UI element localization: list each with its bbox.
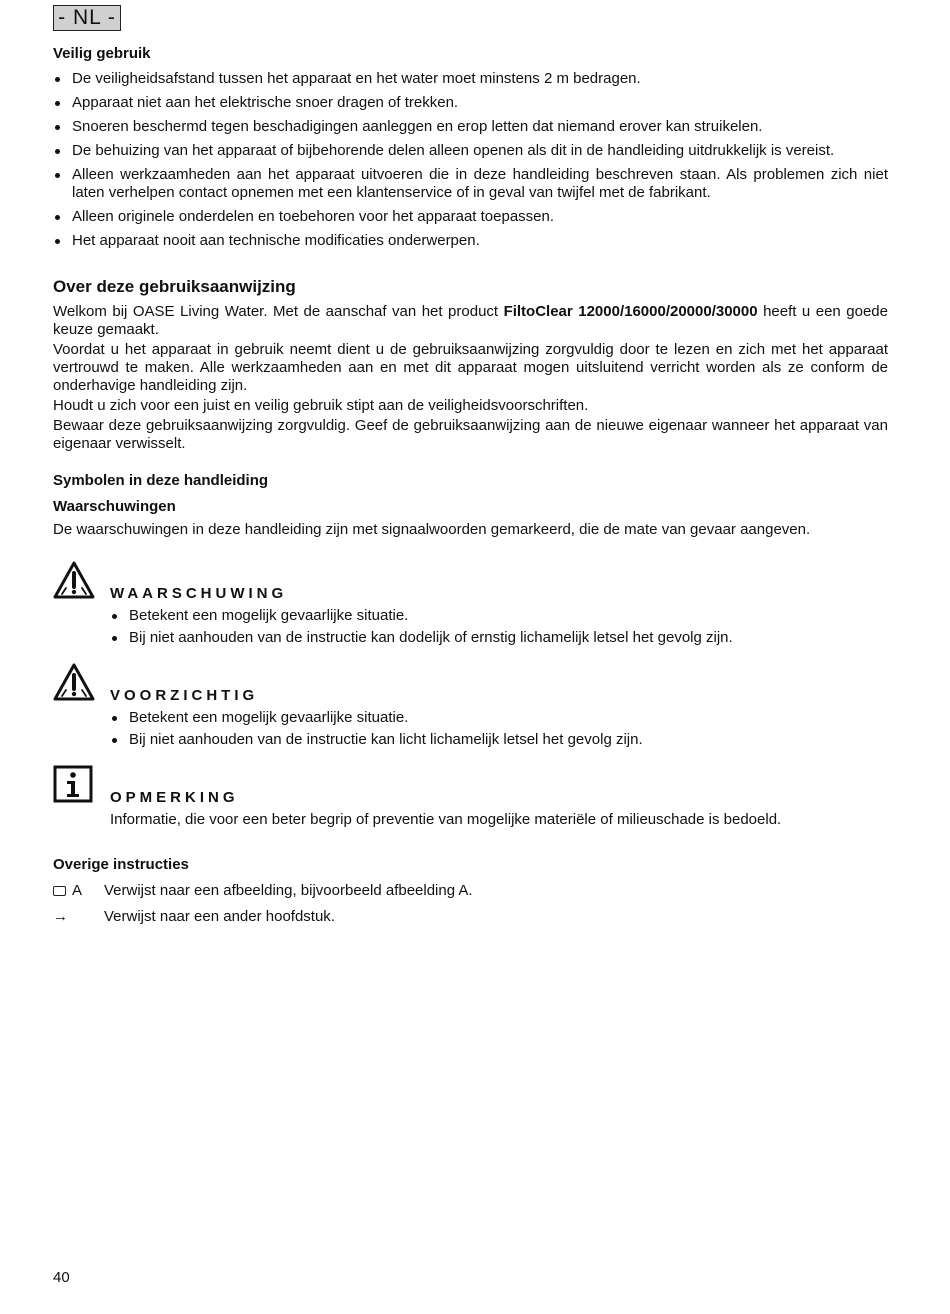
list-item: Bij niet aanhouden van de instructie kan licht lichamelijk letsel het gevolg zijn.	[110, 731, 888, 749]
safety-list	[53, 70, 888, 250]
safety-section	[53, 44, 888, 250]
list-item: Betekent een mogelijk gevaarlijke situatie.	[110, 607, 888, 625]
list-item	[53, 907, 888, 927]
other-list	[53, 881, 888, 927]
list-item: Bij niet aanhouden van de instructie kan dodelijk of ernstig lichamelijk letsel het gevolg zijn.	[110, 629, 888, 647]
other-section	[53, 855, 888, 927]
welcome-paragraph	[53, 303, 888, 339]
other-text: Verwijst naar een ander hoofdstuk.	[104, 908, 335, 925]
about-paragraph: Bewaar deze gebruiksaanwijzing zorgvuldig. Geef de gebruiksaanwijzing aan de nieuwe eigenaar wanneer het apparaat van eigenaar verwisselt.	[53, 417, 888, 452]
figure-letter: A	[72, 882, 83, 899]
list-item	[53, 881, 888, 901]
note-block	[53, 765, 888, 829]
symbols-heading: Symbolen in deze handleiding	[53, 472, 269, 489]
symbols-section	[53, 471, 888, 829]
note-title: OPMERKING	[110, 789, 239, 806]
about-section	[53, 276, 888, 453]
caution-list	[110, 709, 888, 749]
note-text: Informatie, die voor een beter begrip of preventie van mogelijke materiële of milieuschade is bedoeld.	[110, 811, 782, 828]
about-paragraph: Houdt u zich voor een juist en veilig gebruik stipt aan de veiligheidsvoorschriften.	[53, 397, 589, 414]
warning-triangle-icon	[53, 663, 95, 701]
product-name: FiltoClear 12000/16000/20000/30000	[503, 303, 758, 320]
other-heading: Overige instructies	[53, 856, 189, 873]
about-paragraph: Voordat u het apparaat in gebruik neemt dient u de gebruiksaanwijzing zorgvuldig door te lezen en zich met het apparaat vertrouwd te maken. Alle werkzaamheden aan en met dit apparaat mogen uitsluitend verricht worden als ze conform de onderhavige handleiding zijn.	[53, 341, 888, 394]
page-content	[53, 44, 888, 933]
caution-title: VOORZICHTIG	[110, 687, 259, 704]
list-item: Apparaat niet aan het elektrische snoer dragen of trekken.	[53, 94, 888, 112]
list-item: Betekent een mogelijk gevaarlijke situatie.	[110, 709, 888, 727]
warning-title: WAARSCHUWING	[110, 585, 288, 602]
figure-reference-symbol	[53, 881, 104, 901]
list-item: Het apparaat nooit aan technische modificaties onderwerpen.	[53, 232, 888, 250]
safety-heading: Veilig gebruik	[53, 45, 151, 62]
arrow-right-icon: →	[53, 908, 68, 925]
welcome-text: Welkom bij OASE Living Water. Met de aanschaf van het product	[53, 303, 504, 320]
warnings-intro: De waarschuwingen in deze handleiding zijn met signaalwoorden gemarkeerd, die de mate van gevaar aangeven.	[53, 521, 811, 538]
warnings-heading: Waarschuwingen	[53, 498, 176, 515]
language-tag: - NL -	[53, 5, 121, 31]
welcome-text-end: heeft u een goede keuze gemaakt.	[53, 303, 888, 338]
other-text: Verwijst naar een afbeelding, bijvoorbeeld afbeelding A.	[104, 882, 473, 899]
list-item: De behuizing van het apparaat of bijbehorende delen alleen openen als dit in de handleiding uitdrukkelijk is vereist.	[53, 142, 888, 160]
list-item: De veiligheidsafstand tussen het apparaat en het water moet minstens 2 m bedragen.	[53, 70, 888, 88]
page-number: 40	[53, 1269, 70, 1286]
caution-block	[53, 663, 888, 749]
figure-box-icon	[53, 886, 66, 896]
warning-block	[53, 561, 888, 647]
list-item: Snoeren beschermd tegen beschadigingen aanleggen en erop letten dat niemand erover kan struikelen.	[53, 118, 888, 136]
about-heading: Over deze gebruiksaanwijzing	[53, 277, 296, 296]
warning-triangle-icon	[53, 561, 95, 599]
warning-list	[110, 607, 888, 647]
list-item: Alleen originele onderdelen en toebehoren voor het apparaat toepassen.	[53, 208, 888, 226]
info-icon	[53, 765, 95, 803]
list-item: Alleen werkzaamheden aan het apparaat uitvoeren die in deze handleiding beschreven staan. Als problemen zich niet laten verhelpen contact opnemen met een klantenservice of in geval van twijfel met de fabrikant.	[53, 166, 888, 202]
